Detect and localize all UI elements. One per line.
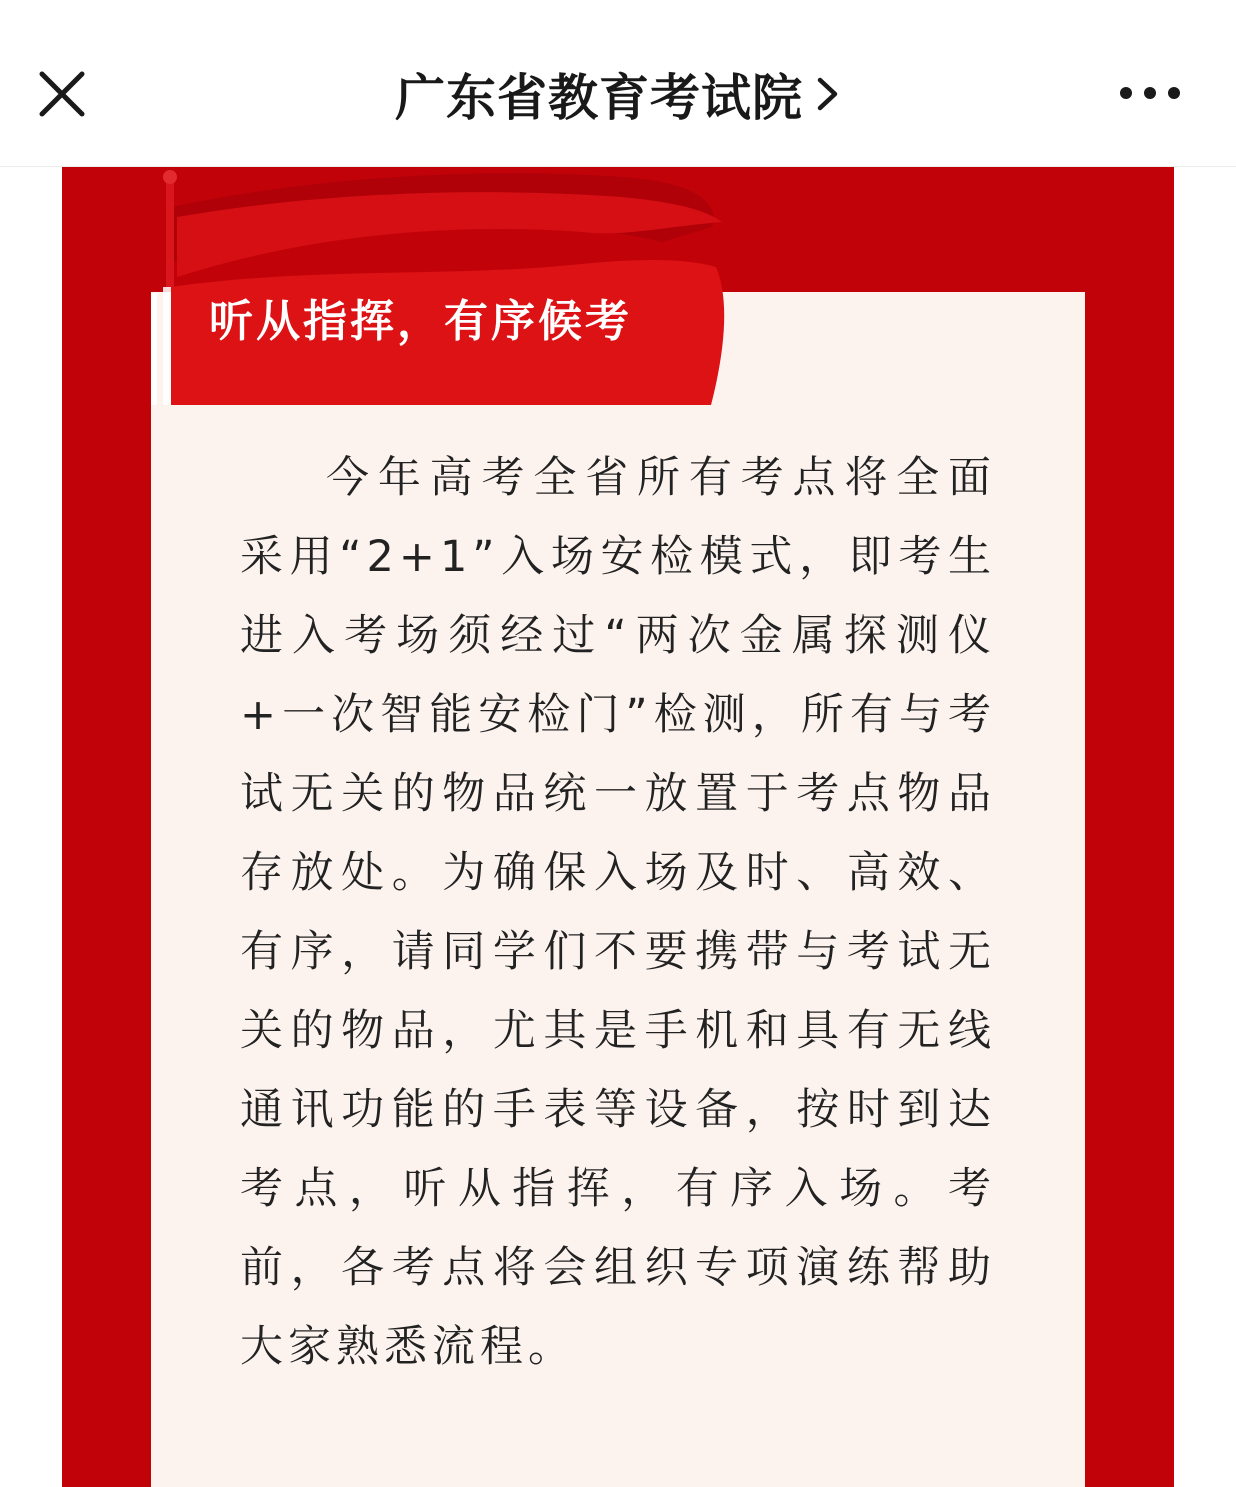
heading-banner	[151, 257, 731, 405]
close-icon	[30, 62, 94, 126]
notice-body-text: 今年高考全省所有考点将全面采用“2+1”入场安检模式，即考生进入考场须经过“两次金属探测仪+一次智能安检门”检测，所有与考试无关的物品统一放置于考点物品存放处。为确保入场及时、高效、有序，请同学们不要携带与考试无关的物品，尤其是手机和具有无线通讯功能的手表等设备，按时到达考点，听从指挥，有序入场。考前，各考点将会组织专项演练帮助大家熟悉流程。	[240, 453, 996, 1372]
more-options-button[interactable]	[1110, 68, 1190, 118]
top-navigation-bar	[0, 0, 1236, 167]
notice-poster	[62, 167, 1174, 1487]
more-horizontal-icon	[1110, 68, 1190, 118]
page-title: 广东省教育考试院	[395, 69, 803, 127]
poster-heading: 听从指挥，有序候考	[209, 296, 632, 347]
close-button[interactable]	[30, 62, 94, 126]
account-title-link[interactable]	[300, 56, 936, 132]
chevron-right-icon	[815, 74, 841, 114]
